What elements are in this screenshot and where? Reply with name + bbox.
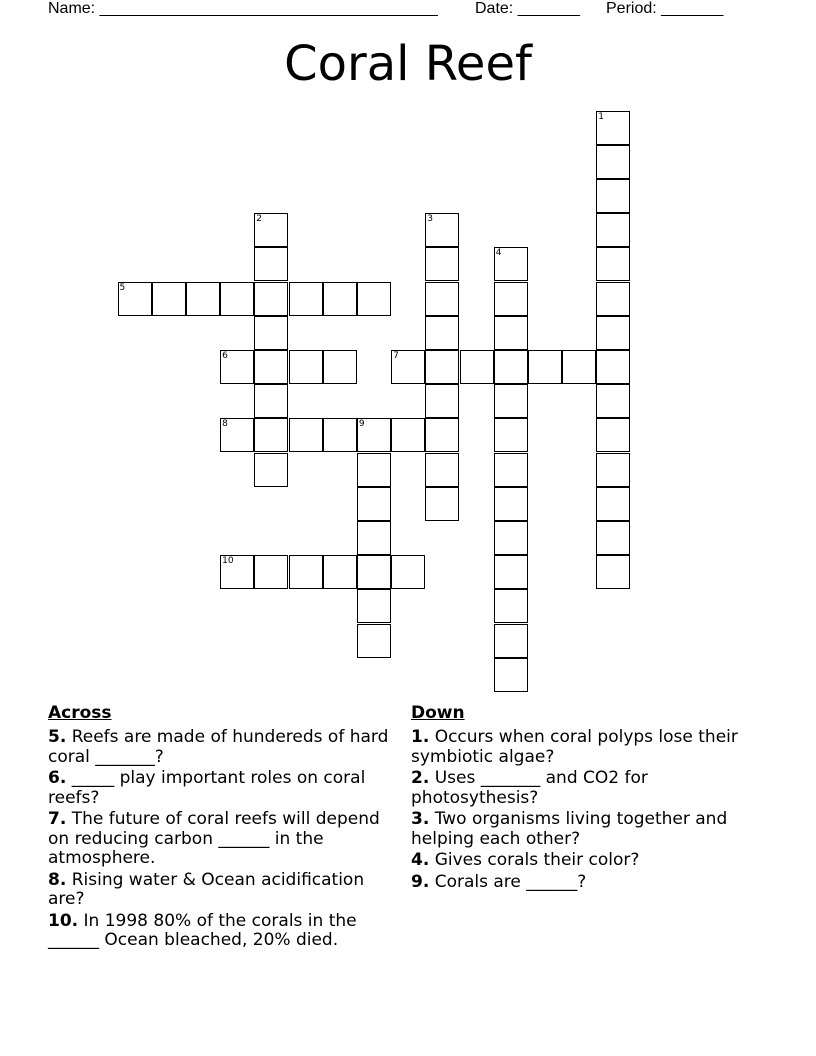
across-clue [48, 769, 393, 808]
clue-number: 2. [411, 768, 430, 788]
down-clues [411, 703, 756, 894]
clue-number: 7. [48, 809, 67, 829]
clue-number-label: 6 [222, 350, 228, 361]
clue-number: 4. [411, 850, 430, 870]
crossword-cell[interactable] [494, 521, 528, 555]
name-field-label: Name: ______________________________________ [48, 0, 438, 17]
across-clue [48, 912, 393, 951]
crossword-cell[interactable] [425, 316, 459, 350]
crossword-cell[interactable] [494, 453, 528, 487]
clue-number: 5. [48, 727, 67, 747]
crossword-cell[interactable] [596, 384, 630, 418]
clue-number-label: 7 [393, 350, 399, 361]
clue-number-label: 2 [256, 214, 263, 225]
crossword-cell[interactable] [357, 418, 391, 452]
crossword-cell[interactable] [425, 453, 459, 487]
crossword-cell[interactable] [254, 213, 288, 247]
crossword-cell[interactable] [391, 350, 425, 384]
crossword-cell[interactable] [494, 487, 528, 521]
clue-number-label: 1 [598, 111, 605, 122]
clue-number-label: 4 [495, 248, 502, 259]
crossword-cell[interactable] [596, 111, 630, 145]
crossword-cell[interactable] [596, 555, 630, 589]
crossword-cell[interactable] [289, 555, 323, 589]
crossword-cell[interactable] [254, 555, 288, 589]
crossword-cell[interactable] [596, 179, 630, 213]
crossword-cell[interactable] [357, 521, 391, 555]
clue-number-label: 5 [119, 282, 126, 293]
crossword-cell[interactable] [186, 282, 220, 316]
crossword-cell[interactable] [289, 350, 323, 384]
clue-text: _____ play important roles on coral reefs? [48, 768, 366, 808]
crossword-cell[interactable] [596, 418, 630, 452]
period-field-label: Period: _______ [606, 0, 724, 17]
clue-text: Corals are ______? [434, 871, 587, 892]
crossword-cell[interactable] [494, 418, 528, 452]
crossword-cell[interactable] [357, 487, 391, 521]
crossword-cell[interactable] [391, 555, 425, 589]
crossword-cell[interactable] [289, 282, 323, 316]
crossword-cell[interactable] [562, 350, 596, 384]
crossword-cell[interactable] [357, 453, 391, 487]
clue-text: Rising water & Ocean acidification are? [48, 869, 365, 909]
clue-number-label: 9 [358, 419, 365, 430]
crossword-cell[interactable] [425, 384, 459, 418]
crossword-cell[interactable] [220, 350, 254, 384]
crossword-cell[interactable] [596, 487, 630, 521]
crossword-cell[interactable] [528, 350, 562, 384]
crossword-cell[interactable] [494, 589, 528, 623]
down-heading: Down [411, 703, 465, 723]
date-field-label: Date: _______ [475, 0, 580, 17]
crossword-cell[interactable] [596, 247, 630, 281]
crossword-cell[interactable] [254, 384, 288, 418]
crossword-cell[interactable] [494, 316, 528, 350]
crossword-cell[interactable] [425, 350, 459, 384]
crossword-cell[interactable] [425, 213, 459, 247]
clue-text: Reefs are made of hundereds of hard coral _______? [48, 727, 389, 767]
crossword-cell[interactable] [391, 418, 425, 452]
crossword-cell[interactable] [323, 350, 357, 384]
clue-text: Gives corals their color? [434, 850, 640, 870]
crossword-cell[interactable] [254, 453, 288, 487]
crossword-cell[interactable] [323, 282, 357, 316]
crossword-cell[interactable] [596, 145, 630, 179]
crossword-cell[interactable] [596, 350, 630, 384]
down-clue [411, 873, 756, 893]
down-clue [411, 769, 756, 808]
clue-number: 8. [48, 869, 67, 890]
crossword-cell[interactable] [289, 418, 323, 452]
clue-text: The future of coral reefs will depend on reducing carbon ______ in the atmosphere. [48, 809, 380, 868]
clue-number: 10. [48, 910, 79, 931]
crossword-cell[interactable] [425, 282, 459, 316]
across-clue [48, 871, 393, 910]
across-clues [48, 703, 393, 953]
across-clue [48, 728, 393, 767]
crossword-cell[interactable] [494, 384, 528, 418]
crossword-cell[interactable] [220, 418, 254, 452]
crossword-cell[interactable] [323, 555, 357, 589]
crossword-cell[interactable] [254, 418, 288, 452]
crossword-cell[interactable] [596, 453, 630, 487]
crossword-cell[interactable] [425, 418, 459, 452]
crossword-cell[interactable] [220, 282, 254, 316]
crossword-cell[interactable] [596, 521, 630, 555]
crossword-cell[interactable] [254, 247, 288, 281]
crossword-cell[interactable] [118, 282, 152, 316]
down-clue [411, 851, 756, 871]
clue-text: In 1998 80% of the corals in the ______ Ocean bleached, 20% died. [48, 910, 357, 950]
crossword-cell[interactable] [596, 282, 630, 316]
clue-number-label: 8 [222, 419, 228, 430]
clue-number: 6. [48, 768, 67, 788]
crossword-cell[interactable] [357, 624, 391, 658]
crossword-cell[interactable] [357, 589, 391, 623]
across-clue [48, 810, 393, 869]
across-heading: Across [48, 703, 112, 723]
crossword-cell[interactable] [323, 418, 357, 452]
clue-number-label: 10 [222, 556, 234, 567]
down-clue [411, 728, 756, 767]
crossword-cell[interactable] [460, 350, 494, 384]
crossword-cell[interactable] [494, 658, 528, 692]
crossword-cell[interactable] [494, 247, 528, 281]
crossword-cell[interactable] [254, 316, 288, 350]
clue-number-label: 3 [427, 214, 434, 225]
crossword-cell[interactable] [357, 555, 391, 589]
crossword-cell[interactable] [425, 247, 459, 281]
clue-number: 9. [411, 871, 430, 892]
crossword-cell[interactable] [254, 350, 288, 384]
down-clue [411, 810, 756, 849]
crossword-cell[interactable] [494, 282, 528, 316]
crossword-cell[interactable] [494, 350, 528, 384]
crossword-cell[interactable] [494, 624, 528, 658]
crossword-cell[interactable] [254, 282, 288, 316]
clue-number: 3. [411, 809, 430, 829]
clue-number: 1. [411, 727, 430, 747]
page-title: Coral Reef [284, 36, 532, 92]
clue-text: Occurs when coral polyps lose their symbiotic algae? [411, 727, 738, 767]
clue-text: Uses _______ and CO2 for photosythesis? [411, 768, 648, 808]
crossword-cell[interactable] [596, 213, 630, 247]
crossword-cell[interactable] [152, 282, 186, 316]
crossword-cell[interactable] [357, 282, 391, 316]
crossword-cell[interactable] [494, 555, 528, 589]
crossword-cell[interactable] [220, 555, 254, 589]
crossword-cell[interactable] [596, 316, 630, 350]
crossword-cell[interactable] [425, 487, 459, 521]
clue-text: Two organisms living together and helping each other? [411, 809, 728, 849]
